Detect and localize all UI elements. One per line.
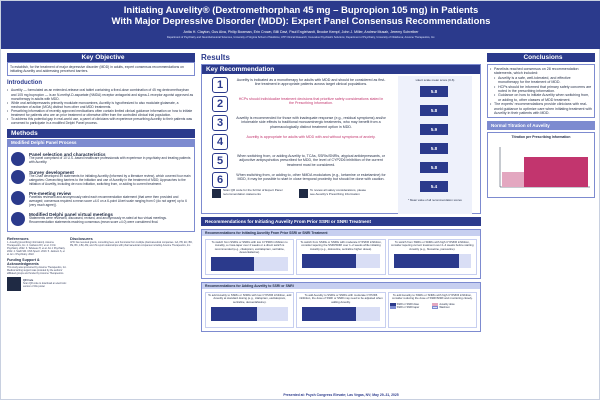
legend [390,303,475,309]
references-title: References [7,235,29,241]
method-step [11,152,191,166]
funding-text: This study was sponsored by Axsome Therapeutics, Inc. Medical writing support was provided by the authors' affiliated groups and funded by Axsome Therapeutics. [7,265,67,275]
rec-cell [296,239,385,275]
affiliations: Department of Psychiatry and Neurobehavioral Sciences, University of Virginia School of Medicine; ATP Clinical Research; Innovative Psychiatric Solutions; Department of Psychiatry, University of Oklahoma; Axsome Therapeutics, Inc. [166,36,436,39]
key-rec-number: 6 [212,172,228,188]
titration-step-2 [524,157,588,187]
method-step-text: Statements were reviewed, discussed, revised, and anonymously re-rated at two virtual meetings. Recommendation statements reaching consensus (mean score ≥4.0) were considered final. [29,215,167,224]
qr-code-icon[interactable] [299,189,308,198]
references-left [7,236,67,291]
methods-subheader: Modified Delphi Panel Process [7,139,195,146]
conclusion-item: • Panelists reached consensus on 28 recommendation statements, which included: [490,67,592,76]
intro-header: Introduction [7,80,42,87]
score-2: 5.8 [420,105,448,116]
rec-bar-fill [302,307,356,321]
key-rec-number: 1 [212,77,228,93]
key-rec-item [202,133,480,151]
key-rec-number: 3 [212,115,228,131]
rec-bar-fill [211,257,254,271]
method-step-title: Panel selection and characteristics [29,152,106,158]
key-rec-item [202,114,480,132]
method-step-title: Modified Delphi panel virtual meetings [29,211,113,217]
conclusion-item: • HCPs should be informed that primary safety concerns are noted in the prescribing information. [494,85,592,94]
score-header: Likert scale mean score (0-6) [415,78,455,82]
rec-bar [302,254,379,268]
disclosures [70,236,195,291]
key-rec-header: Key Recommendation [202,65,480,74]
authors: Anita H. Clayton, Gus Alva, Philip Bowman, Erin Crown, Billi Davi, Paul Englehardt, Brooke Kempf, John J. Miller, Andrew Musah, Jeremy Schreiber [183,30,419,34]
titration-graph [490,142,594,196]
rec-caption: To switch from SSRIs or SNRIs with low CYP2D6 inhibition to Auvelity, a cross-taper over 2 weeks or a direct switch is recommended (e.g., citalopram, escitalopram, sertraline, desvenlafaxine). [211,240,288,254]
intro-bullet: • To address this potential gap in real-world use, a panel of clinicians with experience prescribing Auvelity to their patients was convened to participate in a modified Delphi Panel process. [7,117,195,125]
rec-cell [205,239,294,275]
score-5: 5.8 [420,162,448,173]
method-step-title: Survey development [29,170,74,176]
key-rec-text: Auvelity is indicated as a monotherapy for adults with MDD and should be considered as first-line treatment in appropriate patients across target clinical populations. [236,78,386,87]
add-recs-header: Recommendations for Adding Auvelity to SSRI or SNRI [202,283,480,289]
key-rec-list [202,74,480,189]
title-line-1: Initiating Auvelity® (Dextromethorphan 45 mg – Bupropion 105 mg) in Patients [123,5,479,16]
qr-code-icon[interactable] [212,189,221,198]
rec-caption: To switch from SSRIs or SNRIs with high CYP2D6 inhibition, consider tapering current treatment over 2–4 weeks before starting Auvelity (e.g., fluoxetine, paroxetine). [391,240,474,251]
key-recommendations [201,64,481,214]
score-6: 5.4 [420,181,448,192]
middle-column [201,53,481,393]
review-icon [11,191,25,205]
titration-chart [487,132,595,198]
titration-header: Normal Titration of Auvelity [487,121,595,130]
score-1: 5.8 [420,86,448,97]
score-3: 5.9 [420,124,448,135]
left-column [7,53,195,393]
add-recs-row [202,289,480,331]
rec-caption: To add Auvelity to SSRIs or SNRIs with moderate CYP2D6 inhibition, the dose of SSRI or SNRI may need to be adjusted when adding Auvelity. [299,293,383,304]
methods-steps [7,146,195,231]
legend-label: SSRI or SNRI taper [396,305,420,309]
method-step [11,191,191,208]
titration-step-1 [502,172,524,187]
qr-code-icon[interactable] [7,277,21,291]
add-recs [201,282,481,332]
intro-list [7,88,195,125]
legend-item [390,306,433,309]
titration-subtitle: Titration per Prescribing Information [511,135,571,140]
legend-label: Auvelity dose [439,302,455,306]
qr-block [7,277,67,291]
score-note: * Mean value of all recommendation scores [408,198,462,202]
poster-header [1,1,600,49]
method-step-text: The panel comprised of 10 U.S.-based healthcare professionals with experience in psychiatry and treating patients with Auvelity. [29,156,191,165]
funding-title: Funding Support & Acknowledgments [7,257,40,266]
rec-caption: To add Auvelity to SSRIs or SNRIs with high CYP2D6 inhibition, consider reducing the dose of SSRI/SNRI and monitoring closely. [392,293,473,301]
qr-right-text: To review all safety considerations, please see Auvelity's Prescribing Information [310,188,367,196]
key-rec-text: Auvelity is appropriate for adults with MDD with and without symptoms of anxiety. [246,135,376,139]
legend-label: SSRI or SNRI dose [396,302,419,306]
intro-bullet: • Prescribing information of recently approved medications often contain limited clinical guidance information on how to initiate treatment for patients who are on prior treatment or otherwise differ from the controlled clinical trial population. [7,109,195,117]
title-line-2: With Major Depressive Disorder (MDD): Expert Panel Consensus Recommendations [111,16,491,27]
rec-caption: To add Auvelity to SSRIs or SNRIs with low CYP2D6 inhibition, add Auvelity at standard dosing (e.g., citalopram, escitalopram, sertraline, desvenlafaxine). [208,293,292,304]
rec-bar [211,307,288,321]
method-step-title: Pre-meeting review [29,190,72,196]
score-4: 5.8 [420,143,448,154]
qr-row [212,189,392,198]
disclosures-title: Disclosures [70,235,93,241]
rec-cell [296,292,385,328]
legend-item [432,306,475,309]
rec-cell [388,292,477,328]
key-rec-number: 5 [212,153,228,169]
objective-header: Key Objective [7,53,195,62]
panel-icon [11,152,25,166]
rec-caption: To switch from SSRIs or SNRIs with moderate CYP2D6 inhibition, consider tapering the SSRI/SNRI over 1–2 weeks while initiating Auvelity (e.g., duloxetine, sertraline higher doses). [300,240,382,251]
method-step [11,170,191,187]
disclosures-text: AHC has received grants, consulting fees, and honoraria from multiple pharmaceutical companies. GA, PB, EC, BD, PE, BK, JJM, AM, and JS report relationships with pharmaceutical companies including Axsome Therapeutics, Inc. [70,240,193,247]
conclusion-item: • Guidance on how to initiate Auvelity when switching from, or adding to, other classes of MDD treatment. [494,93,592,102]
key-rec-item [202,171,480,189]
key-rec-text: When switching from, or adding to, other NMDA modulators (e.g., ketamine or esketamine) for MDD, it may be possible to start in close temporal proximity but should be done with caution. [236,173,386,182]
meeting-icon [11,212,25,226]
rec-cell [388,239,477,275]
key-rec-text: When switching from, or adding Auvelity to, TCAs, SSRIs/SNRIs, atypical antidepressants, or adjunctive antipsychotics prescribed for MDD, the level of CYP2D6 inhibition of the current treatment must be considered. [237,154,385,167]
conclusions-box [487,64,595,118]
rec-bar [211,257,288,271]
rec-bar-fill [211,307,257,321]
key-rec-number: 4 [212,134,228,150]
key-rec-text: HCPs should individualize treatment decisions that prioritize safety considerations stated in the Prescribing Information. [238,97,384,106]
rec-cell [205,292,294,328]
key-rec-item [202,76,480,94]
rec-bar-fill [394,254,460,268]
results-header: Results [201,53,230,62]
method-step-text: The Chair developed 49 statements for initiating Auvelity (informed by a literature review), which covered four main categories: Overarching barriers to the initiation and use of Auvelity in the treatment of MDD; Approaches to the initiation of Auvelity, including de novo initiation, switching from, or adding to current treatment. [29,174,191,187]
qr-label: QR Code [23,279,34,283]
method-step [11,212,191,226]
key-rec-number: 2 [212,96,228,112]
method-step-text: Panelists reviewed and anonymously rated each recommendation statement (that were then provided and averaged; consensus required a mean score ≥4.0 on a 6-point Likert scale ranging from 0 (do not agree) up to 6 (very much agree)). [29,194,187,207]
intro-bullet: • Auvelity — formulated as an extended-release oral tablet containing a fixed-dose combination of 45 mg dextromethorphan and 105 mg bupropion — is an N-methyl-D-aspartate (NMDA) receptor antagonist and sigma-1 receptor agonist approved as monotherapy in adults with MDD. [7,88,195,100]
references-text: 1. Auvelity [prescribing information]. Axsome Therapeutics, Inc. 2. Iosifescu DV, et al. J Clin Psychiatry. 2022. 3. Tabuteau H, et al. Am J Psychiatry. 2022. 4. Stahl SM. CNS Spectr. 2019. 5. Jackson S, et al. Am J Psychiatry. 2022. [7,240,66,256]
references-area [7,236,195,291]
conclusion-item: • The experts' recommendations provide clinicians with real-world guidance to optimize care when initiating treatment with Auvelity in their patients with MDD. [490,102,592,115]
rec-bar [394,254,471,268]
key-rec-item [202,95,480,113]
switch-recs-row [202,236,480,278]
legend-swatch [432,306,438,309]
switch-recs [201,229,481,279]
key-rec-item [202,152,480,170]
qr-left-text: Scan QR code for the full list of Expert Panel recommendation statements [223,188,283,196]
qr-caption: Scan QR code to download an electronic version of this poster [23,282,67,289]
objective-text: To establish, for the treatment of major depressive disorder (MDD) in adults, expert consensus recommendations on initiating Auvelity and addressing perceived barriers. [7,62,195,76]
presentation-footer: Presented at: Psych Congress Elevate; Las Vegas, NV; May 29–31, 2025 [283,393,399,397]
legend-swatch [390,306,396,309]
recs-header: Recommendations for Initiating Auvelity From Prior SSRI or SNRI Treatment [201,217,481,226]
right-column [487,53,595,393]
conclusion-item: • Auvelity is a safe, well-tolerated, and effective monotherapy for the treatment of MDD. [494,76,592,85]
conclusions-header: Conclusions [487,53,595,62]
rec-bar-fill [302,254,356,268]
key-rec-text: Auvelity is recommended for those with inadequate response (e.g., residual symptoms) and/or intolerable side effects to traditional monoaminergic treatments, who may benefit from a pharmacologically distinct treatment option in MDD. [236,116,386,129]
intro-bullet: • While oral antidepressants primarily modulate monoamines, Auvelity is hypothesized to also modulate glutamate, a mechanism of action (MOA) distinct from other oral MDD treatments. [7,101,195,109]
survey-icon [11,170,25,184]
legend-label: Washout [439,305,450,309]
switch-recs-header: Recommendations for Initiating Auvelity From Prior SSRI or SNRI Treatment [202,230,480,236]
methods-header: Methods [7,129,195,138]
rec-bar [302,307,379,321]
